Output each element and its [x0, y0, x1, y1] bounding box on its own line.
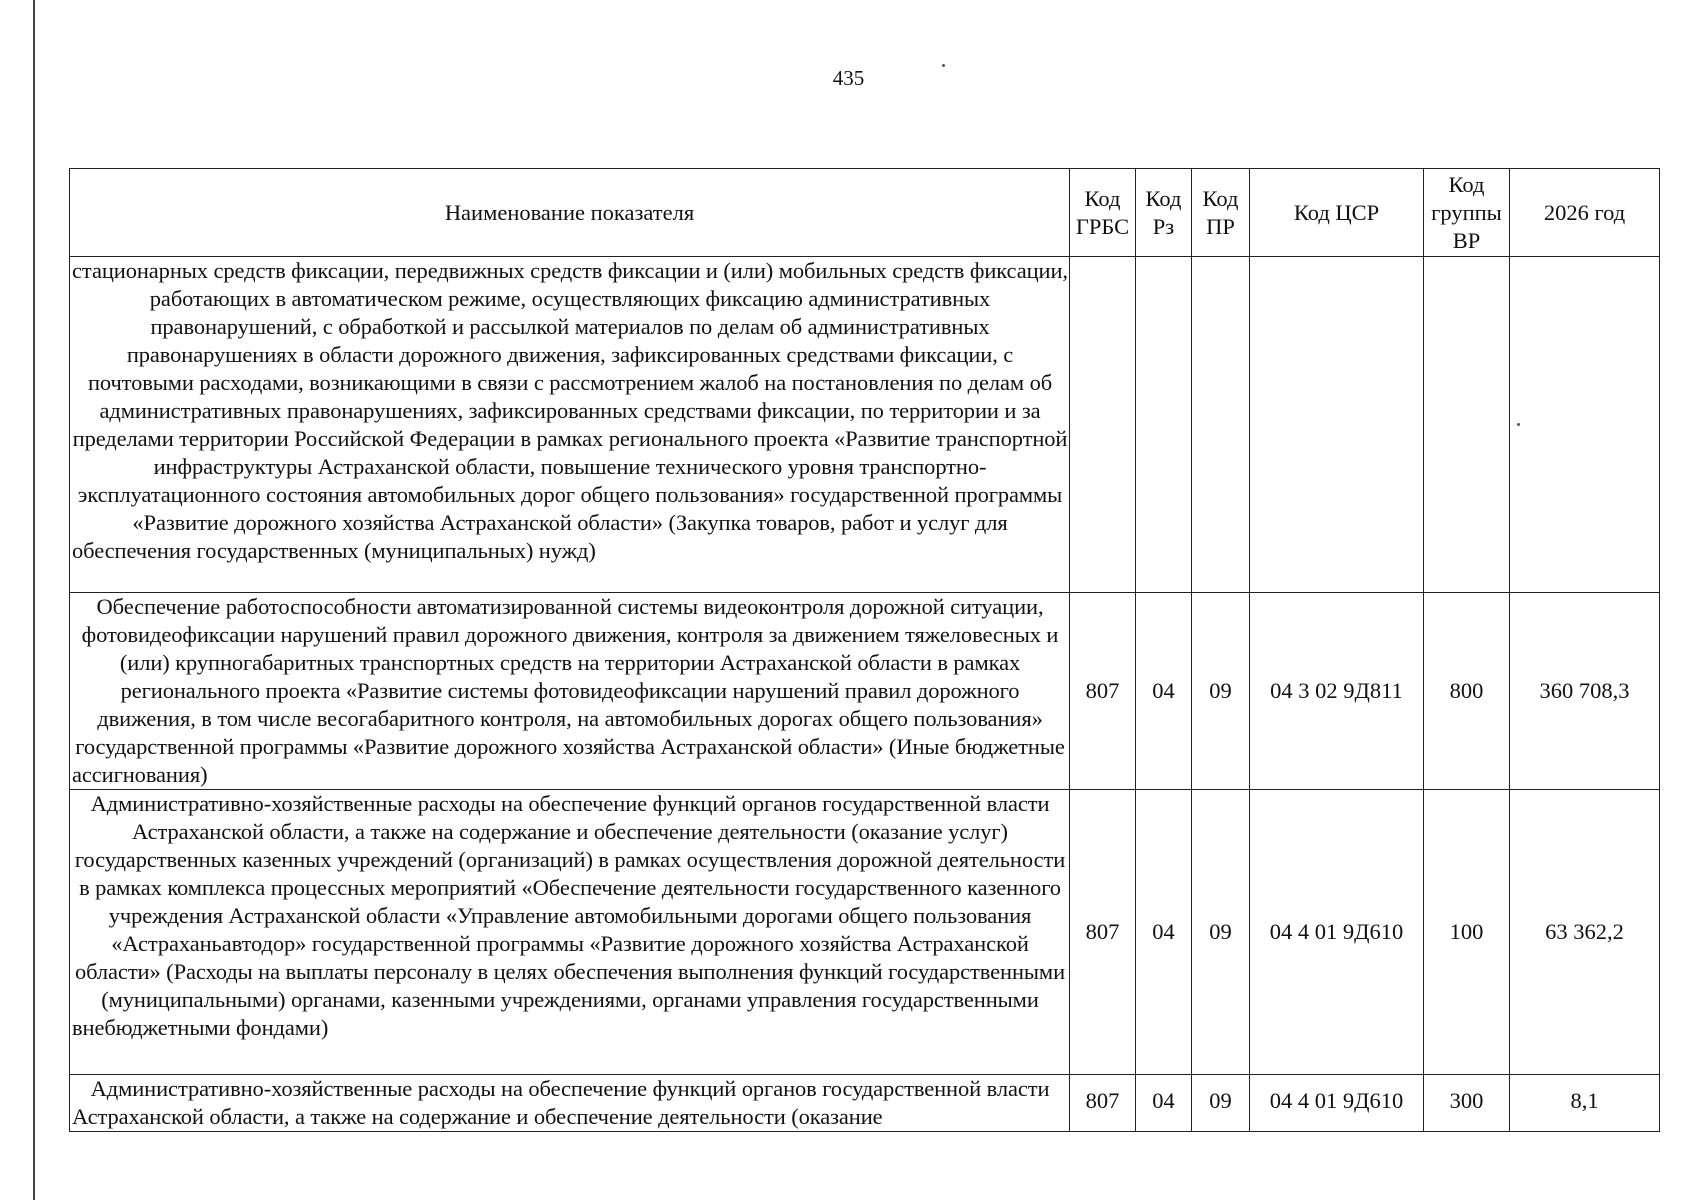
row-grbs: 807 — [1070, 1075, 1136, 1132]
table-row — [70, 1075, 1660, 1132]
row-name: стационарных средств фиксации, передвижных средств фиксации и (или) мобильных средств фиксации, работающих в автоматическом режиме, осуществляющих фиксацию административных правонарушений, с обработкой и рассылкой материалов по делам об административных правонарушениях в области дорожного движения, зафиксированных средствами фиксации, с почтовыми расходами, возникающими в связи с рассмотрением жалоб на постановления по делам об административных правонарушениях, зафиксированных средствами фиксации, по территории и за пределами территории Российской Федерации в рамках регионального проекта «Развитие транспортной инфраструктуры Астраханской области, повышение технического уровня транспортно-эксплуатационного состояния автомобильных дорог общего пользования» государственной программы «Развитие дорожного хозяйства Астраханской области» (Закупка товаров, работ и услуг для обеспечения государственных (муниципальных) нужд) — [70, 257, 1070, 593]
row-vr — [1424, 257, 1510, 593]
header-vr: Код группы ВР — [1424, 169, 1510, 257]
row-vr: 100 — [1424, 790, 1510, 1075]
row-grbs: 807 — [1070, 790, 1136, 1075]
row-rz: 04 — [1136, 593, 1192, 790]
header-rz: Код Рз — [1136, 169, 1192, 257]
row-name: Административно-хозяйственные расходы на обеспечение функций органов государственной власти Астраханской области, а также на содержание и обеспечение деятельности (оказание услуг) государственных казенных учреждений (организаций) в рамках осуществления дорожной деятельности в рамках комплекса процессных мероприятий «Обеспечение деятельности государственного казенного учреждения Астраханской области «Управление автомобильными дорогами общего пользования «Астраханьавтодор» государственной программы «Развитие дорожного хозяйства Астраханской области» (Расходы на выплаты персоналу в целях обеспечения выполнения функций государственными (муниципальными) органами, казенными учреждениями, органами управления государственными внебюджетными фондами) — [70, 790, 1070, 1075]
table-row — [70, 790, 1660, 1075]
row-csr: 04 4 01 9Д610 — [1250, 1075, 1424, 1132]
header-row — [70, 169, 1660, 257]
row-grbs — [1070, 257, 1136, 593]
page-number: 435 — [832, 66, 865, 90]
budget-table — [69, 168, 1660, 1132]
row-name: Административно-хозяйственные расходы на обеспечение функций органов государственной власти Астраханской области, а также на содержание и обеспечение деятельности (оказание — [70, 1075, 1070, 1132]
row-pr: 09 — [1192, 593, 1250, 790]
table-row — [70, 257, 1660, 593]
header-pr: Код ПР — [1192, 169, 1250, 257]
row-grbs: 807 — [1070, 593, 1136, 790]
scan-speck — [942, 64, 945, 67]
row-csr: 04 4 01 9Д610 — [1250, 790, 1424, 1075]
row-pr: 09 — [1192, 1075, 1250, 1132]
row-rz: 04 — [1136, 790, 1192, 1075]
row-rz — [1136, 257, 1192, 593]
row-amount: 63 362,2 — [1510, 790, 1660, 1075]
row-amount — [1510, 257, 1660, 593]
row-rz: 04 — [1136, 1075, 1192, 1132]
row-vr: 300 — [1424, 1075, 1510, 1132]
row-name: Обеспечение работоспособности автоматизированной системы видеоконтроля дорожной ситуации, фотовидеофиксации нарушений правил дорожного движения, контроля за движением тяжеловесных и (или) крупногабаритных транспортных средств на территории Астраханской области в рамках регионального проекта «Развитие системы фотовидеофиксации нарушений правил дорожного движения, в том числе весогабаритного контроля, на автомобильных дорогах общего пользования» государственной программы «Развитие дорожного хозяйства Астраханской области» (Иные бюджетные ассигнования) — [70, 593, 1070, 790]
row-csr: 04 3 02 9Д811 — [1250, 593, 1424, 790]
row-vr: 800 — [1424, 593, 1510, 790]
row-pr — [1192, 257, 1250, 593]
header-name: Наименование показателя — [70, 169, 1070, 257]
row-amount: 360 708,3 — [1510, 593, 1660, 790]
row-amount: 8,1 — [1510, 1075, 1660, 1132]
header-year: 2026 год — [1510, 169, 1660, 257]
row-csr — [1250, 257, 1424, 593]
table-row — [70, 593, 1660, 790]
row-pr: 09 — [1192, 790, 1250, 1075]
header-grbs: Код ГРБС — [1070, 169, 1136, 257]
header-csr: Код ЦСР — [1250, 169, 1424, 257]
binding-edge-line — [33, 0, 35, 1200]
